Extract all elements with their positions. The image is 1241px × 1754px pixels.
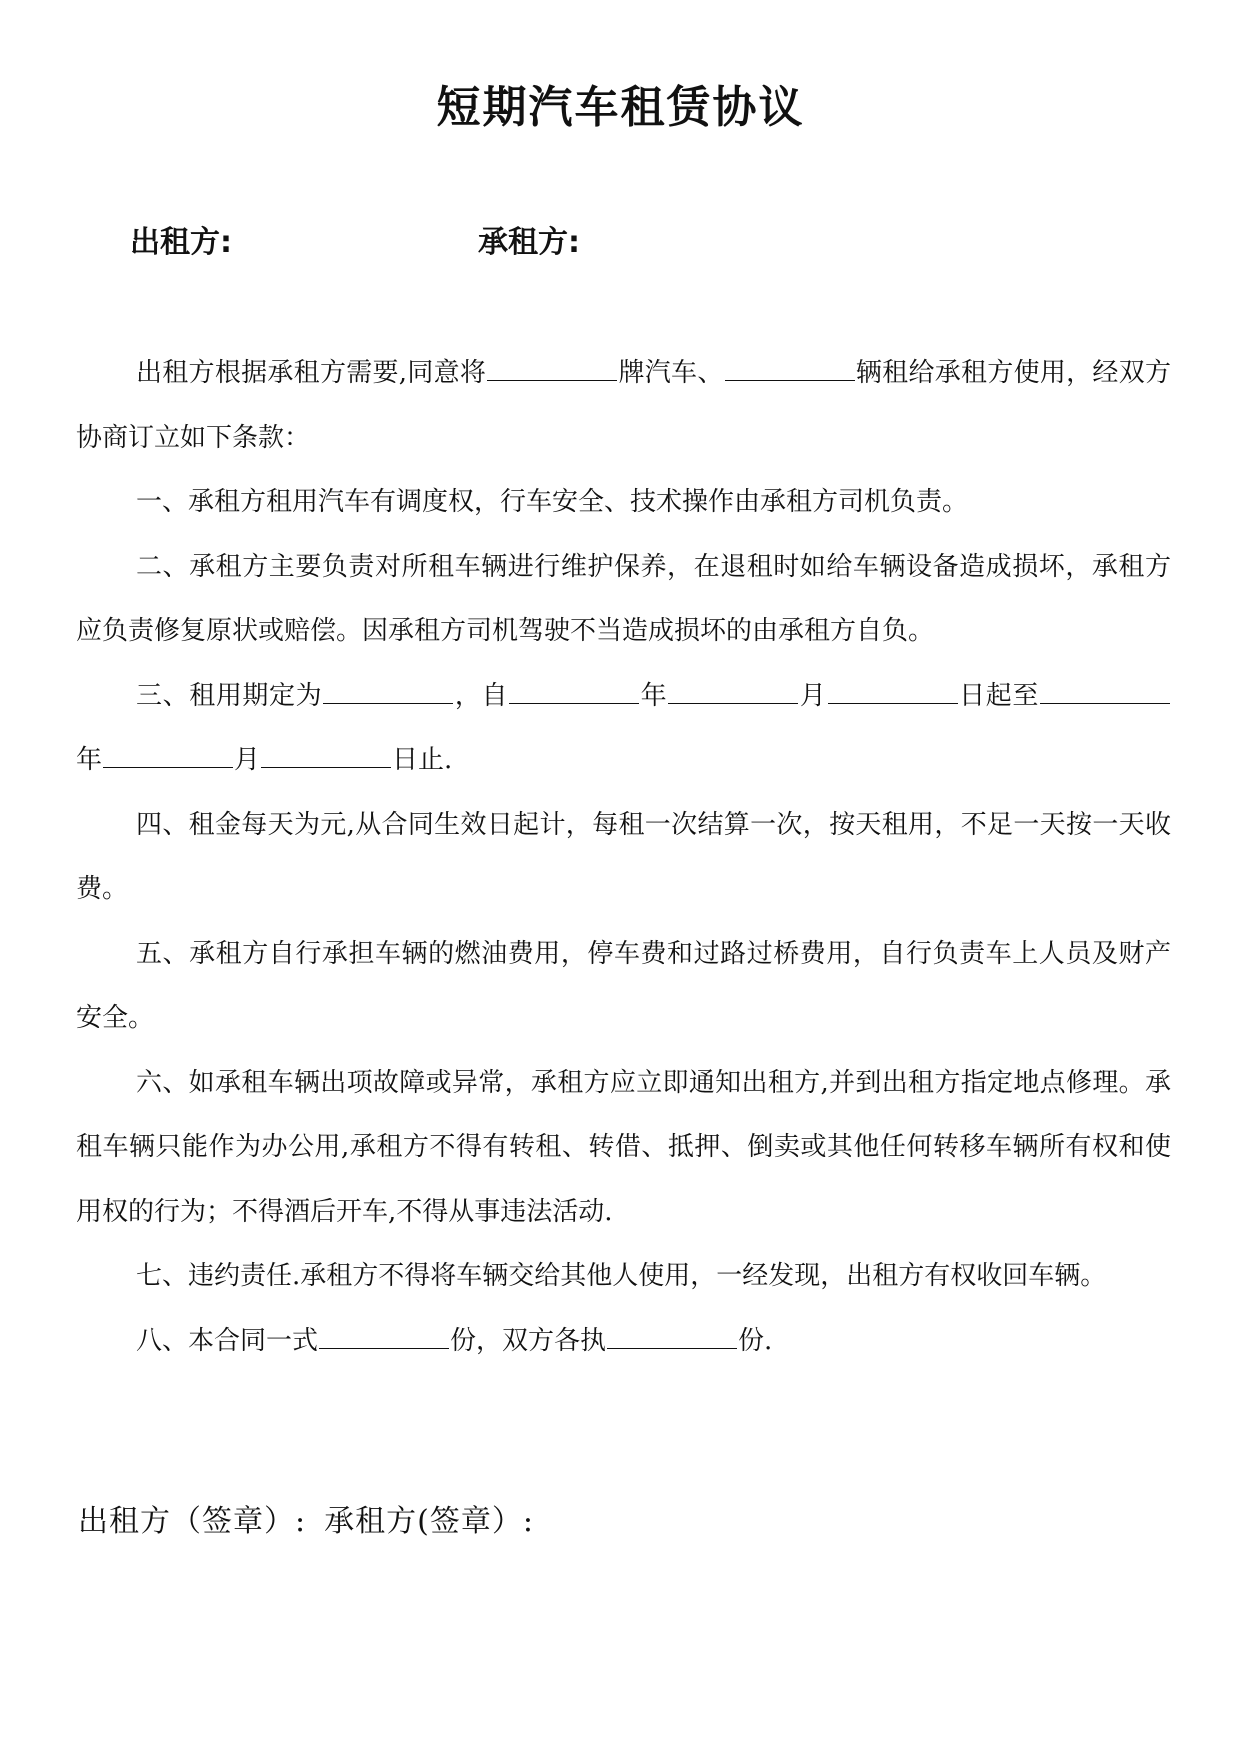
clause-8-text-1: 八、本合同一式: [136, 1325, 319, 1356]
document-title: 短期汽车租赁协议: [436, 82, 805, 133]
agreement-body: [76, 341, 1171, 1373]
clause-3: [76, 664, 1171, 793]
clause-3-text-5: 日起至: [958, 680, 1039, 711]
clause-5: 五、承租方自行承担车辆的燃油费用，停车费和过路过桥费用，自行负责车上人员及财产安全。: [76, 938, 1171, 1033]
intro-text-3: 辆租给承租方使用，经双方协商订立如下条款：: [76, 358, 1171, 453]
start-year-blank: [509, 683, 639, 704]
lessee-signature-label: 承租方(签章）:: [324, 1504, 534, 1539]
clause-2: 二、承租方主要负责对所租车辆进行维护保养，在退租时如给车辆设备造成损坏，承租方应负责修复原状或赔偿。因承租方司机驾驶不当造成损坏的由承租方自负。: [76, 551, 1171, 646]
clause-3-text-1: 三、租用期定为: [136, 680, 323, 711]
lessor-label: 出租方:: [130, 225, 232, 260]
clause-8-text-2: 份，双方各执: [450, 1325, 607, 1356]
clause-8-text-3: 份.: [738, 1325, 773, 1356]
clause-3-text-3: 年: [640, 680, 668, 711]
intro-paragraph: [76, 341, 1171, 470]
copies-blank: [319, 1328, 449, 1349]
vehicle-count-blank: [725, 360, 855, 381]
lessor-signature-label: 出租方（签章）:: [78, 1504, 307, 1539]
clause-3-text-2: ，自: [454, 680, 509, 711]
clause-4: 四、租金每天为元,从合同生效日起计，每租一次结算一次，按天租用，不足一天按一天收费。: [76, 809, 1171, 904]
clause-3-text-6: 年: [76, 745, 103, 775]
start-month-blank: [668, 683, 798, 704]
clause-3-text-7: 月: [234, 745, 261, 775]
plate-blank: [487, 360, 617, 381]
end-month-blank: [103, 747, 233, 768]
start-day-blank: [828, 683, 958, 704]
clause-8: [76, 1309, 1171, 1374]
clause-6: 六、如承租车辆出项故障或异常，承租方应立即通知出租方,并到出租方指定地点修理。承租车辆只能作为办公用,承租方不得有转租、转借、抵押、倒卖或其他任何转移车辆所有权和使用权的行为；不得酒后开车,不得从事违法活动.: [76, 1067, 1171, 1227]
end-day-blank: [261, 747, 391, 768]
signature-line: [78, 1497, 534, 1547]
intro-text-1: 出租方根据承租方需要,同意将: [136, 358, 487, 388]
each-copies-blank: [607, 1328, 737, 1349]
parties-header: [130, 218, 1130, 268]
intro-text-2: 牌汽车、: [618, 358, 724, 388]
lessee-label: 承租方:: [478, 225, 580, 260]
clause-3-text-8: 日止.: [392, 745, 453, 775]
clause-1: 一、承租方租用汽车有调度权，行车安全、技术操作由承租方司机负责。: [136, 487, 969, 517]
clause-3-text-4: 月: [799, 680, 827, 711]
term-blank: [323, 683, 453, 704]
clause-7: 七、违约责任.承租方不得将车辆交给其他人使用，一经发现，出租方有权收回车辆。: [136, 1261, 1107, 1291]
end-year-blank: [1040, 683, 1170, 704]
